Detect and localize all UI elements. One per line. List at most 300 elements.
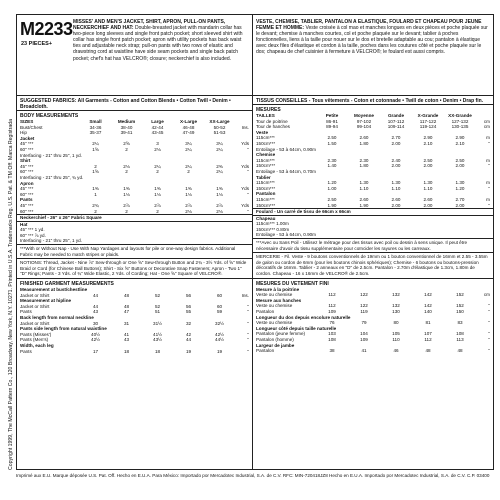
row-label: 115cm*** xyxy=(256,196,275,202)
row-label: Veste ou chemise xyxy=(256,292,293,298)
row-value: 2.60 xyxy=(391,196,401,202)
row-value: 48 xyxy=(123,292,130,298)
section-label: Entoilage - 53 à 64cm, 0.70m xyxy=(256,168,317,174)
row-value: 80 xyxy=(393,320,399,326)
row-unit: " xyxy=(247,191,249,197)
row-value: 1.30 xyxy=(359,180,369,186)
row-value: 43 xyxy=(123,337,130,343)
notions-fr xyxy=(253,252,493,277)
row-value: 1⅛ xyxy=(123,191,130,197)
row-value: 83 xyxy=(457,320,463,326)
row-value: 2 xyxy=(125,146,128,152)
row-label: Jacket or Shirt xyxy=(20,292,50,298)
row-value: 104 xyxy=(360,331,368,337)
suggested-fabrics-fr xyxy=(253,96,493,104)
row-value: 142 xyxy=(424,303,432,309)
finished-measurements-fr xyxy=(253,278,493,354)
hat-row: 60" *** ⅞ yd. xyxy=(20,232,46,238)
row-value: 1⅜ xyxy=(123,186,130,192)
pattern-header xyxy=(17,15,252,96)
row-value: 43½ xyxy=(153,337,162,343)
section-label: Pantalon xyxy=(256,191,276,197)
row-value: 1.10 xyxy=(423,185,433,191)
row-unit: m xyxy=(486,135,490,141)
size-cell: 47-49 xyxy=(182,130,195,136)
row-value: 2 xyxy=(156,208,159,214)
row-value: 1.30 xyxy=(423,180,433,186)
row-label: 60" *** xyxy=(20,208,34,214)
section-label: Width, each leg xyxy=(20,342,54,348)
row-value: 1⅜ xyxy=(185,186,192,192)
size-cell: X-Grande xyxy=(417,113,439,118)
row-value: 1⅜ xyxy=(92,186,99,192)
row-value: 2.00 xyxy=(423,163,433,169)
copyright-strip xyxy=(4,14,16,470)
row-label: 60" *** xyxy=(20,169,34,175)
row-value: 44 xyxy=(92,303,99,309)
row-unit: " xyxy=(488,185,490,191)
row-value: 130 xyxy=(392,309,400,314)
pattern-number: M2233 xyxy=(20,19,73,39)
row-unit: " xyxy=(488,140,490,146)
size-cell: 39-41 xyxy=(120,130,133,136)
row-unit: " xyxy=(488,309,490,314)
size-label: Tour de poitrine xyxy=(256,118,288,124)
row-value: 2.00 xyxy=(391,140,401,146)
row-unit: " xyxy=(488,348,490,354)
row-label: Pants (Men's) xyxy=(20,337,49,343)
section-label: Apron xyxy=(20,180,34,186)
finished-heading: MESURES DU VETEMENT FINI xyxy=(256,280,329,287)
row-unit: " xyxy=(247,337,249,343)
row-value: 1⅛ xyxy=(154,191,161,197)
row-value: 2⅛ xyxy=(185,208,192,214)
size-cell: 43-45 xyxy=(151,130,164,136)
size-label: SIZES xyxy=(20,119,34,124)
row-value: 2 xyxy=(125,208,128,214)
row-value: 1⅜ xyxy=(216,186,223,192)
row-value: 30 xyxy=(92,320,99,326)
foulard-text: Foulard - Un carré de tissu de 66cm x 66cm xyxy=(256,209,351,215)
row-label: Pantalon xyxy=(256,348,275,354)
size-cell: 130-135 xyxy=(451,124,469,130)
row-value: 107 xyxy=(424,331,432,337)
row-unit: " xyxy=(247,348,249,354)
size-cell: Large xyxy=(151,119,164,124)
section-label: Jacket xyxy=(20,135,35,141)
french-column xyxy=(253,15,493,469)
row-value: 48 xyxy=(425,348,431,354)
row-value: 112 xyxy=(424,336,432,342)
row-value: 122 xyxy=(360,303,368,309)
row-value: 1⅝ xyxy=(92,169,99,175)
row-label: Pants xyxy=(20,348,32,354)
row-value: 109 xyxy=(360,336,368,342)
notions xyxy=(17,258,252,278)
pattern-info-panel xyxy=(16,14,494,470)
row-value: 103 xyxy=(328,331,336,337)
size-label: Hip xyxy=(20,130,27,136)
pieces-count: 23 PIECES+ xyxy=(21,41,53,47)
import-footer: Imprimé aux E.U. Marque déposée U.S. Pat. Off. Hecho en E.U.A. Para México: Importado por Mercadotec Industrial, S.A. de C.V. RFC: MIN-720418JZ8 Hecho en E.U.A. Importado por Mercadotec Industrial, S.A. de C.V. C.P. 03400 xyxy=(16,473,490,478)
hat-yardage xyxy=(17,221,252,244)
row-value: 2.00 xyxy=(391,202,401,208)
yardage-row xyxy=(253,320,493,326)
row-value: 51 xyxy=(154,309,161,315)
section-label: Mesure aux hanches xyxy=(256,297,302,303)
row-value: 2¼ xyxy=(92,141,99,147)
row-value: 79 xyxy=(361,320,367,326)
yardage-row xyxy=(253,292,493,298)
row-value: 2 xyxy=(156,169,159,175)
size-cell: 46-48 xyxy=(182,124,195,130)
unit-cell: cm xyxy=(483,118,490,124)
row-value: 52 xyxy=(154,303,161,309)
row-value: 38 xyxy=(329,348,335,354)
measurements-heading: MESURES xyxy=(256,107,281,113)
row-value: 112 xyxy=(328,303,336,309)
row-value: 109 xyxy=(328,309,336,314)
row-value: 2.70 xyxy=(455,196,465,202)
row-value: 1.30 xyxy=(391,180,401,186)
row-value: 2⅞ xyxy=(185,202,192,208)
row-value: 46 xyxy=(393,348,399,354)
size-cell: 50-52 xyxy=(213,124,226,130)
row-value: 1.90 xyxy=(327,202,337,208)
row-value: 2.60 xyxy=(423,196,433,202)
row-value: 119 xyxy=(360,309,368,314)
row-value: 2.70 xyxy=(391,135,401,141)
row-value: 1.80 xyxy=(359,163,369,169)
row-value: 1.10 xyxy=(359,185,369,191)
row-unit: " xyxy=(488,331,490,337)
row-value: 41½ xyxy=(153,331,162,337)
row-value: 2⅜ xyxy=(216,163,223,169)
size-cell: 89-94 xyxy=(326,124,338,130)
size-cell: 107-112 xyxy=(387,118,405,124)
row-label: 115cm*** xyxy=(256,157,275,163)
row-value: 1.00 xyxy=(327,185,337,191)
pattern-description xyxy=(73,19,249,62)
row-unit: " xyxy=(488,336,490,342)
row-value: 2.00 xyxy=(455,163,465,169)
row-label: 45" *** xyxy=(20,186,34,192)
row-value: 17 xyxy=(92,348,99,354)
row-unit: " xyxy=(247,309,249,315)
row-value: 1⅜ xyxy=(154,186,161,192)
row-unit: cm xyxy=(483,292,490,298)
row-value: 150 xyxy=(456,309,464,314)
row-unit: m xyxy=(486,157,490,163)
row-value: 48 xyxy=(123,303,130,309)
unit-cell: Ins. xyxy=(241,124,249,130)
size-cell: Small xyxy=(89,119,102,124)
row-label: 150cm*** xyxy=(256,202,276,208)
row-value: 59 xyxy=(216,309,223,315)
hat-row: Hat xyxy=(20,221,28,227)
row-value: 105 xyxy=(392,331,400,337)
row-unit: m xyxy=(486,180,490,186)
row-value: 3¼ xyxy=(185,141,192,147)
english-column xyxy=(17,15,253,469)
row-unit: " xyxy=(247,331,249,337)
notions-text-fr: MERCERIE - Fil. Veste - 9 boutons conventionnels de 19mm ou 1 bouton conventionnel de 16mm et 2.55 - 3.55m de galon ou cordon de 6mm (pour les boutons chinois sphériques); Chemise - 6 boutons ou boutons-pression décoratifs de 16mm. Tablier - 2 anneaux en "D" de 2.5cm. Pantalon - 2.70m d'élastique de 1.3cm, 1.80m de cordon. Chapeau - 16 x 16mm de VELCRO® de 2.5cm. xyxy=(256,254,488,277)
section-label: Shirt xyxy=(20,158,31,164)
row-value: 2⅛ xyxy=(154,146,161,152)
row-label: Pants xyxy=(20,309,32,315)
row-value: 1.40 xyxy=(327,163,337,169)
size-cell: 117-122 xyxy=(419,118,437,124)
row-value: 142 xyxy=(424,292,432,298)
row-value: 1.50 xyxy=(327,140,337,146)
yardage-row xyxy=(253,186,493,192)
row-value: 2.30 xyxy=(327,157,337,163)
row-value: 132 xyxy=(392,292,400,298)
row-value: 2.10 xyxy=(455,140,465,146)
size-header-row xyxy=(253,124,493,130)
row-value: 48 xyxy=(457,348,463,354)
size-cell: Medium xyxy=(117,119,136,124)
row-value: 1.30 xyxy=(455,180,465,186)
row-value: 41 xyxy=(123,331,130,337)
size-cell: XX-Grande xyxy=(448,113,472,118)
row-value: 2¾ xyxy=(92,202,99,208)
fabrics-heading: SUGGESTED FABRICS: All Garments - Cotton and Cotton Blends • Cotton Twill • Denim • Broadcloth. xyxy=(20,98,231,110)
row-label: 115cm*** xyxy=(256,180,275,186)
row-value: 32 xyxy=(185,320,192,326)
row-value: 1.10 xyxy=(391,185,401,191)
section-label: Interfacing - 21" thru 25", 1 yd. xyxy=(20,152,82,158)
row-value: 122 xyxy=(360,292,368,298)
row-label: 45" *** xyxy=(20,202,34,208)
size-cell: Grande xyxy=(387,113,405,118)
section-label: Measurement at hipline xyxy=(20,298,72,304)
row-value: 108 xyxy=(456,331,464,337)
size-cell: 119-124 xyxy=(419,124,437,130)
row-label: Veste ou chemise xyxy=(256,303,293,309)
row-value: 1⅛ xyxy=(216,191,223,197)
row-label: 45" *** xyxy=(20,141,34,147)
size-cell: 97-102 xyxy=(356,118,372,124)
size-cell: 42-44 xyxy=(151,124,164,130)
row-unit: " xyxy=(247,146,249,152)
finished-heading: FINISHED GARMENT MEASUREMENTS xyxy=(20,281,114,288)
copyright-text: Copyright 1999, The McCall Pattern Co., 120 Broadway, New York, N.Y. 10271. Printed in U.S.A. Trademarks Reg. U.S. Pat. & TM Off. Marca Registrada xyxy=(8,119,14,470)
row-value: 18 xyxy=(123,348,130,354)
row-value: 2.00 xyxy=(423,202,433,208)
row-value: 132 xyxy=(392,303,400,309)
section-label: Longueur du dos depuis encolure naturelle xyxy=(256,314,351,320)
row-value: 3 xyxy=(156,141,159,147)
row-label: 150cm*** xyxy=(256,185,276,191)
row-unit: " xyxy=(488,163,490,169)
size-header-row xyxy=(17,130,252,136)
row-value: 60 xyxy=(216,292,223,298)
row-value: 2¼ xyxy=(185,163,192,169)
row-unit: m xyxy=(486,196,490,202)
row-value: 2.50 xyxy=(327,135,337,141)
hat-row: 150cm*** 0.80m xyxy=(256,226,290,232)
row-value: 1⅛ xyxy=(185,191,192,197)
row-value: 42½ xyxy=(91,337,100,343)
row-value: 2.50 xyxy=(423,157,433,163)
section-label: Chemise xyxy=(256,152,276,158)
row-value: 2¼ xyxy=(185,146,192,152)
row-value: 81 xyxy=(425,320,431,326)
row-value: 2.50 xyxy=(455,157,465,163)
row-unit: Ins. xyxy=(241,292,249,298)
nap-note-fr xyxy=(253,238,493,252)
row-value: 2⅞ xyxy=(216,202,223,208)
unit-cell xyxy=(235,130,249,136)
row-value: 60 xyxy=(216,303,223,309)
row-value: 2⅞ xyxy=(154,202,161,208)
row-value: 42 xyxy=(185,331,192,337)
section-label: Longueur côté depuis taille naturelle xyxy=(256,325,337,331)
row-value: 2.40 xyxy=(391,157,401,163)
hat-row: 115cm*** 1.00m xyxy=(256,221,289,227)
size-label: Tour de hanches xyxy=(256,124,290,130)
row-value: 2¼ xyxy=(216,146,223,152)
row-label: 60" *** xyxy=(20,191,34,197)
row-value: 31½ xyxy=(153,320,162,326)
section-label: Tablier xyxy=(256,174,271,180)
row-value: 1.20 xyxy=(455,185,465,191)
row-value: 2 xyxy=(125,169,128,175)
row-value: 3¼ xyxy=(216,141,223,147)
description-title: MISSES' AND MEN'S JACKET, SHIRT, APRON, PULL-ON PANTS, NECKERCHIEF AND HAT: xyxy=(73,19,226,32)
row-label: Veste ou chemise xyxy=(256,320,293,326)
row-value: 2.10 xyxy=(423,140,433,146)
row-value: 112 xyxy=(328,292,336,298)
row-value: 43 xyxy=(92,309,99,315)
row-unit: " xyxy=(247,320,249,326)
size-cell: 86-91 xyxy=(326,118,338,124)
row-unit: " xyxy=(247,208,249,214)
row-value: 56 xyxy=(185,303,192,309)
row-value: 2⅛ xyxy=(123,163,130,169)
hat-yardage-fr xyxy=(253,215,493,238)
row-value: 55 xyxy=(185,309,192,315)
row-value: 19 xyxy=(216,348,223,354)
yardage-row xyxy=(253,141,493,147)
size-cell: 38-40 xyxy=(120,124,133,130)
hat-row: Chapeau xyxy=(256,215,276,221)
row-label: Jacket or Shirt xyxy=(20,303,50,309)
row-unit: " xyxy=(247,303,249,309)
row-label: 45" *** xyxy=(20,163,34,169)
size-cell: XX-Large xyxy=(209,119,230,124)
nap-note-text: ***With or Without Nap - Use With Nap Yardages and layouts for pile or one-way design fabrics. Additional Fabric may be needed to match stripes or plaids. xyxy=(20,246,236,257)
fabrics-heading-fr: TISSUS CONSEILLES - Tous vêtements - Coton et cotonnade • Twill de coton • Denim • Drap fin. xyxy=(256,98,484,104)
row-value: 1 xyxy=(94,191,97,197)
yardage-row xyxy=(17,192,252,198)
size-cell: 34-36 xyxy=(89,124,102,130)
hat-row: Interfacing - 21" thru 25", 1 yd. xyxy=(20,238,82,244)
row-label: 115cm*** xyxy=(256,135,275,141)
notions-text: NOTIONS: Thread, Jacket - Nine ⅞" Sew-through or One ⅝" Sew-through Button and 2¾ - 3½ Yds. of ⅝" Wide Braid or Cord (for Chinese Ball Buttons); Shirt - Six ⅝" Buttons or Decorative Snap Fasteners; Apron - Two 1" "D" Rings; Pants - 3 Yds. of ¾" Wide Elastic, 2 Yds. of Cording; Hat - One ⅝" Square of VELCRO®. xyxy=(20,260,247,277)
row-label: 60" *** xyxy=(20,146,34,152)
size-cell: Petite xyxy=(325,113,339,118)
row-value: 1.80 xyxy=(359,140,369,146)
yardage-row xyxy=(253,348,493,354)
row-value: 2.00 xyxy=(455,202,465,208)
yardage-row xyxy=(17,349,252,355)
row-value: 1.20 xyxy=(327,180,337,186)
row-value: 31 xyxy=(123,320,130,326)
row-unit: Yds xyxy=(241,186,249,192)
row-value: 56 xyxy=(185,292,192,298)
row-value: 47 xyxy=(123,309,130,315)
size-cell: Moyenne xyxy=(354,113,374,118)
row-value: 140 xyxy=(424,309,432,314)
row-value: 2⅞ xyxy=(123,202,130,208)
row-value: 108 xyxy=(328,336,336,342)
unit-cell: cm xyxy=(483,124,490,130)
section-label: Pants side length from natural waistline xyxy=(20,326,107,332)
section-label: Measurement at bust/chestline xyxy=(20,287,88,293)
row-value: 42½ xyxy=(215,331,224,337)
row-value: 152 xyxy=(456,303,464,309)
description-body-fr: Veste croisée à col mao et manches longues en deux pièces et poche plaquée sur le devant; chemise à manches courtes, col et poche plaquée sur le devant; tablier à poches fonctionnelles, liens à la taille pour nouer sur le dos et bretelle adaptable au cou; pantalon à élastique avec deux files d'élastique et cordon à la taille, poches dans les coutures côté et poche plaquée sur le dos; chapeau de chef cuisinier à fermeture à VELCRO®; le foulard est aussi compris. xyxy=(256,25,488,56)
row-value: 2⅝ xyxy=(123,141,130,147)
row-value: 19 xyxy=(185,348,192,354)
row-unit: " xyxy=(488,320,490,326)
size-cell: 127-132 xyxy=(451,118,469,124)
row-value: 152 xyxy=(456,292,464,298)
row-label: Pantalon (jeune femme) xyxy=(256,331,306,337)
row-value: 2 xyxy=(187,169,190,175)
section-label: Mesure à la poitrine xyxy=(256,286,300,292)
nap-note-text-fr: ***Avec ou Sans Poil - Utilisez le métrage pour des tissus avec poil ou dessin à sens unique. Il peut être nécessaire d'avoir du tissu supplémentaire pour coïncider les rayures ou les carreaux. xyxy=(256,240,468,251)
pattern-description-fr xyxy=(256,19,490,56)
row-value: 32½ xyxy=(215,320,224,326)
row-value: 110 xyxy=(392,336,400,342)
row-unit: Yds xyxy=(241,163,249,169)
finished-measurements xyxy=(17,278,252,354)
row-value: 1⅝ xyxy=(92,146,99,152)
size-cell: 51-53 xyxy=(213,130,226,136)
row-value: 2.60 xyxy=(359,196,369,202)
section-label: Back length from normal neckline xyxy=(20,315,94,320)
row-unit: Yds xyxy=(241,141,249,147)
row-value: 2 xyxy=(94,163,97,169)
yardage-row xyxy=(17,147,252,153)
row-value: 2 xyxy=(94,208,97,214)
row-value: 40½ xyxy=(91,331,100,337)
row-value: 2.50 xyxy=(327,196,337,202)
row-value: 44 xyxy=(185,337,192,343)
row-value: 44½ xyxy=(215,337,224,343)
row-value: 113 xyxy=(456,336,464,342)
row-label: 150cm*** xyxy=(256,163,276,169)
row-value: 52 xyxy=(154,292,161,298)
section-label: Entoilage - 53 à 64cm, 0.90m xyxy=(256,146,317,152)
hat-row: 45" *** 1 yd. xyxy=(20,227,45,233)
row-value: 18 xyxy=(154,348,161,354)
row-value: 2.90 xyxy=(455,135,465,141)
row-label: Pantalon (homme) xyxy=(256,336,294,342)
section-label: Veste xyxy=(256,129,269,135)
row-value: 2¼ xyxy=(216,169,223,175)
row-label: Jacket or Shirt xyxy=(20,320,50,326)
size-label: TAILLES xyxy=(256,113,275,118)
foulard-row xyxy=(253,208,493,215)
row-value: 2⅛ xyxy=(216,208,223,214)
size-cell: 35-37 xyxy=(89,130,102,136)
row-unit: " xyxy=(488,303,490,309)
description-title-fr: VESTE, CHEMISE, TABLIER, PANTALON A ELASTIQUE, FOULARD ET CHAPEAU POUR JEUNE FEMME ET HOMME: xyxy=(256,19,482,32)
